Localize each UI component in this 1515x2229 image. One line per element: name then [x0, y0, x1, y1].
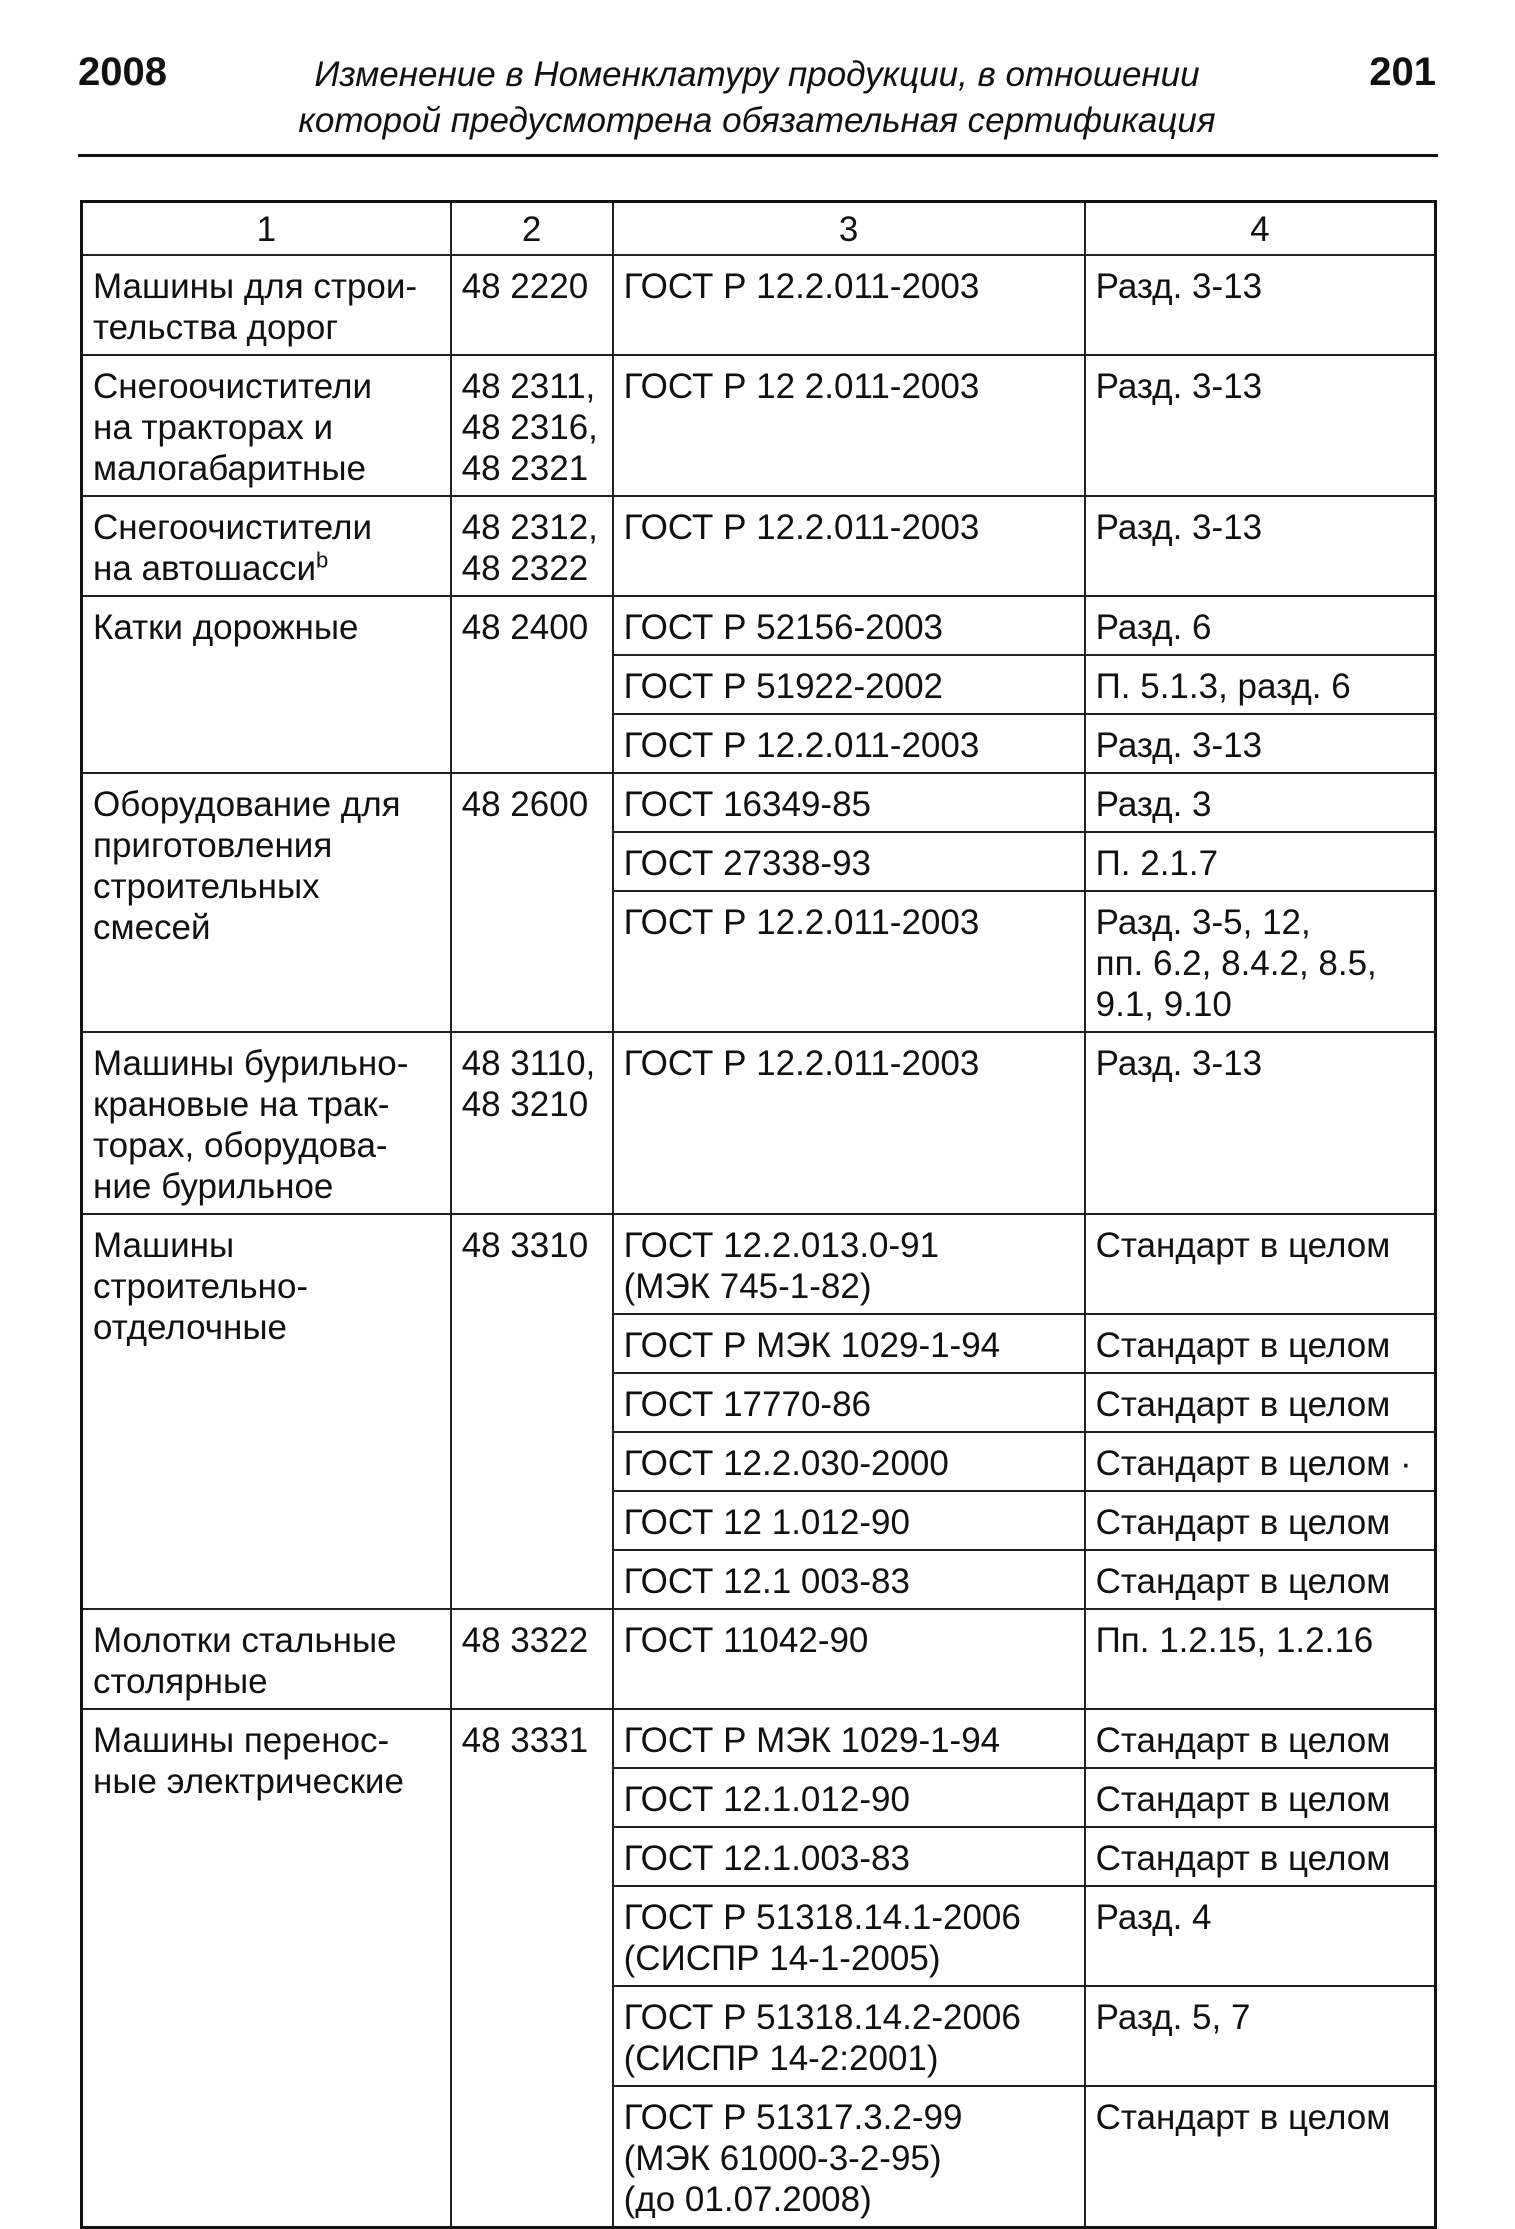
standard-cell-line — [624, 1443, 1076, 1484]
standard-cell — [613, 1827, 1085, 1886]
clause-cell-text: Разд. 3-13 — [1095, 1044, 1263, 1083]
standard-cell — [613, 655, 1085, 714]
product-name-cell-text: Оборудование для — [93, 785, 401, 824]
clause-cell-text: Разд. 3-5, 12, — [1095, 903, 1311, 942]
product-name-cell — [82, 1032, 451, 1214]
standard-cell-line — [624, 784, 1076, 825]
clause-cell-line — [1096, 1838, 1426, 1879]
standard-cell-text: ГОСТ Р 51318.14.2-2006 — [623, 1998, 1021, 2037]
product-name-cell-line — [93, 448, 442, 489]
standard-cell — [613, 1550, 1085, 1609]
standard-cell-text: ГОСТ Р 12.2.011-2003 — [623, 726, 980, 765]
table-row — [82, 1032, 1436, 1214]
clause-cell-line — [1096, 725, 1426, 766]
certification-table — [80, 200, 1437, 2229]
standard-cell-text: ГОСТ 12.2.013.0-91 — [623, 1226, 940, 1265]
product-name-cell-text: Катки дорожные — [93, 608, 359, 647]
product-name-cell-text: смесей — [93, 908, 211, 947]
clause-cell — [1085, 1373, 1436, 1432]
standard-cell-text: (МЭК 745-1-82) — [623, 1267, 872, 1306]
product-name-cell-line — [93, 1084, 442, 1125]
product-code-cell-line — [462, 1043, 604, 1084]
standard-cell-line — [624, 1897, 1076, 1938]
clause-cell-text: Стандарт в целом · — [1095, 1444, 1412, 1483]
clause-cell-text: Стандарт в целом — [1095, 1503, 1391, 1542]
product-code-cell-text: 48 3331 — [461, 1721, 589, 1760]
standard-cell-text: ГОСТ 12.1.003-83 — [623, 1839, 910, 1878]
product-name-cell — [82, 1609, 451, 1709]
page-header — [78, 48, 1436, 158]
standard-cell-line — [624, 1325, 1076, 1366]
standard-cell-text: ГОСТ 27338-93 — [623, 844, 871, 883]
standard-cell-line — [624, 1720, 1076, 1761]
column-header: 4 — [1085, 202, 1436, 256]
product-code-cell-line — [462, 407, 604, 448]
product-name-cell-text: на автошасси — [93, 549, 317, 588]
clause-cell — [1085, 1609, 1436, 1709]
product-name-cell-line — [93, 1225, 442, 1266]
standard-cell-line — [624, 725, 1076, 766]
clause-cell-line — [1096, 266, 1426, 307]
page-title-line: Изменение в Номенклатуру продукции, в отношении — [314, 55, 1200, 94]
product-code-cell — [451, 1609, 613, 1709]
product-name-cell-line — [93, 1266, 442, 1307]
product-name-cell-text: Машины перенос- — [93, 1721, 390, 1760]
table-row — [82, 1214, 1436, 1314]
clause-cell-text: Разд. 6 — [1095, 608, 1212, 647]
page-title — [228, 52, 1286, 144]
product-name-cell-text: строительно- — [93, 1267, 309, 1306]
product-name-cell-line — [93, 1125, 442, 1166]
clause-cell-line — [1096, 2097, 1426, 2138]
product-name-cell — [82, 496, 451, 596]
product-name-cell-text: Машины бурильно- — [93, 1044, 409, 1083]
clause-cell-text: пп. 6.2, 8.4.2, 8.5, — [1095, 944, 1377, 983]
clause-cell-text: Стандарт в целом — [1095, 1721, 1391, 1760]
product-name-cell-line — [93, 1661, 442, 1702]
page-title-line: которой предусмотрена обязательная сертификация — [298, 101, 1216, 140]
product-name-cell — [82, 1709, 451, 2228]
standard-cell-text: (до 01.07.2008) — [623, 2180, 872, 2219]
product-name-cell-line — [93, 607, 442, 648]
standard-cell — [613, 891, 1085, 1032]
clause-cell-text: Разд. 3-13 — [1095, 508, 1263, 547]
product-code-cell-line — [462, 448, 604, 489]
clause-cell — [1085, 255, 1436, 355]
standard-cell — [613, 1609, 1085, 1709]
standard-cell-text: ГОСТ Р 52156-2003 — [623, 608, 943, 647]
standard-cell — [613, 832, 1085, 891]
product-name-cell-text: строительных — [93, 867, 320, 906]
standard-cell — [613, 355, 1085, 496]
clause-cell — [1085, 1214, 1436, 1314]
clause-cell-line — [1096, 666, 1426, 707]
standard-cell — [613, 1314, 1085, 1373]
column-header: 2 — [451, 202, 613, 256]
standard-cell-line — [624, 507, 1076, 548]
standard-cell-text: ГОСТ Р 12.2.011-2003 — [623, 267, 980, 306]
standard-cell-text: ГОСТ 12.1.012-90 — [623, 1780, 910, 1819]
product-name-cell-text: Снегоочистители — [93, 508, 373, 547]
standard-cell-text: ГОСТ Р МЭК 1029-1-94 — [623, 1721, 1001, 1760]
product-name-cell-text: Машины для строи- — [93, 267, 418, 306]
header-row — [82, 202, 1436, 256]
standard-cell-text: ГОСТ Р 12.2.011-2003 — [623, 1044, 980, 1083]
product-name-cell-text: Молотки стальные — [93, 1621, 397, 1660]
product-name-cell-text: Снегоочистители — [93, 367, 373, 406]
table-row — [82, 1709, 1436, 1768]
product-code-cell-line — [462, 548, 604, 589]
clause-cell — [1085, 1491, 1436, 1550]
standard-cell-line — [624, 1043, 1076, 1084]
product-code-cell-text: 48 2312, — [461, 508, 598, 547]
footnote-marker: b — [316, 547, 329, 573]
product-code-cell — [451, 1709, 613, 2228]
clause-cell-text: Стандарт в целом — [1095, 1326, 1391, 1365]
clause-cell-text: Стандарт в целом — [1095, 2098, 1391, 2137]
product-code-cell-line — [462, 366, 604, 407]
page-year: 2008 — [78, 50, 167, 94]
clause-cell — [1085, 496, 1436, 596]
product-code-cell-text: 48 2600 — [461, 785, 589, 824]
product-name-cell-text: на тракторах и — [93, 408, 333, 447]
table-row — [82, 596, 1436, 655]
standard-cell — [613, 596, 1085, 655]
standard-cell-text: ГОСТ Р 51922-2002 — [623, 667, 943, 706]
clause-cell-line — [1096, 1502, 1426, 1543]
standard-cell-line — [624, 1938, 1076, 1979]
clause-cell — [1085, 832, 1436, 891]
product-name-cell-text: Машины — [93, 1226, 235, 1265]
product-name-cell-line — [93, 907, 442, 948]
product-code-cell — [451, 773, 613, 1032]
standard-cell-line — [624, 666, 1076, 707]
product-name-cell-text: торах, оборудова- — [93, 1126, 388, 1165]
product-name-cell-text: ние бурильное — [93, 1167, 334, 1206]
product-name-cell — [82, 596, 451, 773]
product-name-cell-text: ные электрические — [93, 1762, 404, 1801]
product-name-cell-line — [93, 307, 442, 348]
standard-cell-text: ГОСТ 16349-85 — [623, 785, 871, 824]
clause-cell-line — [1096, 1225, 1426, 1266]
standard-cell — [613, 773, 1085, 832]
product-code-cell — [451, 596, 613, 773]
clause-cell — [1085, 1550, 1436, 1609]
standard-cell-line — [624, 2038, 1076, 2079]
standard-cell-line — [624, 1561, 1076, 1602]
standard-cell-line — [624, 1620, 1076, 1661]
clause-cell — [1085, 1709, 1436, 1768]
product-code-cell-line — [462, 507, 604, 548]
standard-cell-line — [624, 1266, 1076, 1307]
product-name-cell-line — [93, 548, 442, 589]
standard-cell-text: ГОСТ Р 12 2.011-2003 — [623, 367, 980, 406]
product-code-cell-line — [462, 1620, 604, 1661]
standard-cell — [613, 1432, 1085, 1491]
clause-cell — [1085, 655, 1436, 714]
standard-cell — [613, 1886, 1085, 1986]
standard-cell-line — [624, 1225, 1076, 1266]
standard-cell-text: ГОСТ 12.2.030-2000 — [623, 1444, 949, 1483]
product-code-cell-line — [462, 1720, 604, 1761]
product-code-cell-line — [462, 1225, 604, 1266]
product-code-cell-line — [462, 266, 604, 307]
clause-cell-line — [1096, 902, 1426, 943]
clause-cell-text: П. 5.1.3, разд. 6 — [1095, 667, 1351, 706]
clause-cell-text: Пп. 1.2.15, 1.2.16 — [1095, 1621, 1374, 1660]
standard-cell-text: ГОСТ 11042-90 — [623, 1621, 869, 1660]
table-row — [82, 255, 1436, 355]
clause-cell-text: Стандарт в целом — [1095, 1385, 1391, 1424]
standard-cell-line — [624, 1997, 1076, 2038]
clause-cell-line — [1096, 1043, 1426, 1084]
standard-cell — [613, 1768, 1085, 1827]
standard-cell — [613, 255, 1085, 355]
clause-cell-line — [1096, 1620, 1426, 1661]
standard-cell-line — [624, 1779, 1076, 1820]
column-header: 3 — [613, 202, 1085, 256]
page-number: 201 — [1369, 50, 1436, 94]
standard-cell-line — [624, 1838, 1076, 1879]
standard-cell-text: ГОСТ Р 12.2.011-2003 — [623, 508, 980, 547]
product-name-cell — [82, 255, 451, 355]
standard-cell — [613, 1709, 1085, 1768]
product-code-cell-text: 48 2220 — [461, 267, 589, 306]
standard-cell-text: (МЭК 61000-3-2-95) — [623, 2139, 942, 2178]
standard-cell-text: ГОСТ Р МЭК 1029-1-94 — [623, 1326, 1001, 1365]
clause-cell-line — [1096, 1325, 1426, 1366]
standard-cell — [613, 714, 1085, 773]
product-code-cell-text: 48 3322 — [461, 1621, 589, 1660]
clause-cell-text: Разд. 3-13 — [1095, 367, 1263, 406]
clause-cell — [1085, 1314, 1436, 1373]
product-code-cell — [451, 1214, 613, 1609]
product-code-cell-text: 48 2322 — [461, 549, 589, 588]
clause-cell — [1085, 1032, 1436, 1214]
standard-cell-line — [624, 1502, 1076, 1543]
clause-cell-text: Разд. 3-13 — [1095, 267, 1263, 306]
standard-cell-line — [624, 902, 1076, 943]
clause-cell-text: 9.1, 9.10 — [1095, 985, 1232, 1024]
product-code-cell-line — [462, 784, 604, 825]
standard-cell-text: ГОСТ 17770-86 — [623, 1385, 871, 1424]
standard-cell-text: ГОСТ Р 12.2.011-2003 — [623, 903, 980, 942]
column-header: 1 — [82, 202, 451, 256]
clause-cell-line — [1096, 1897, 1426, 1938]
clause-cell — [1085, 355, 1436, 496]
product-name-cell-line — [93, 266, 442, 307]
product-name-cell-text: тельства дорог — [93, 308, 339, 347]
standard-cell — [613, 2086, 1085, 2228]
clause-cell-line — [1096, 1443, 1426, 1484]
clause-cell-line — [1096, 1779, 1426, 1820]
clause-cell-text: Разд. 3-13 — [1095, 726, 1263, 765]
standard-cell — [613, 1032, 1085, 1214]
product-code-cell-text: 48 3210 — [461, 1085, 589, 1124]
header-rule — [78, 154, 1438, 157]
clause-cell-line — [1096, 1997, 1426, 2038]
standard-cell-line — [624, 2097, 1076, 2138]
standard-cell — [613, 1491, 1085, 1550]
standard-cell-text: ГОСТ 12.1 003-83 — [623, 1562, 910, 1601]
clause-cell — [1085, 773, 1436, 832]
product-name-cell-text: столярные — [93, 1662, 268, 1701]
standard-cell — [613, 1373, 1085, 1432]
product-name-cell-line — [93, 407, 442, 448]
clause-cell — [1085, 1986, 1436, 2086]
standard-cell-text: ГОСТ Р 51317.3.2-99 — [623, 2098, 963, 2137]
standard-cell — [613, 496, 1085, 596]
product-name-cell-text: отделочные — [93, 1308, 287, 1347]
product-name-cell-line — [93, 366, 442, 407]
standard-cell-text: ГОСТ 12 1.012-90 — [623, 1503, 910, 1542]
product-code-cell — [451, 496, 613, 596]
clause-cell-line — [1096, 1384, 1426, 1425]
standard-cell-line — [624, 1384, 1076, 1425]
table-row — [82, 355, 1436, 496]
standard-cell-text: (СИСПР 14-1-2005) — [623, 1939, 941, 1978]
standard-cell-text: (СИСПР 14-2:2001) — [623, 2039, 939, 2078]
clause-cell-line — [1096, 1720, 1426, 1761]
product-code-cell-line — [462, 607, 604, 648]
clause-cell — [1085, 1827, 1436, 1886]
standard-cell-line — [624, 843, 1076, 884]
product-code-cell-text: 48 2311, — [461, 367, 596, 406]
product-name-cell-line — [93, 1620, 442, 1661]
clause-cell-text: Стандарт в целом — [1095, 1562, 1391, 1601]
clause-cell — [1085, 2086, 1436, 2228]
clause-cell-line — [1096, 507, 1426, 548]
standard-cell-line — [624, 2138, 1076, 2179]
product-name-cell-line — [93, 507, 442, 548]
clause-cell-text: Стандарт в целом — [1095, 1780, 1391, 1819]
product-name-cell — [82, 1214, 451, 1609]
standard-cell-line — [624, 366, 1076, 407]
product-name-cell-line — [93, 1307, 442, 1348]
table-body — [82, 202, 1436, 2228]
product-code-cell-text: 48 2321 — [461, 449, 589, 488]
clause-cell-line — [1096, 366, 1426, 407]
clause-cell — [1085, 891, 1436, 1032]
product-name-cell-text: крановые на трак- — [93, 1085, 390, 1124]
product-name-cell-line — [93, 784, 442, 825]
product-name-cell-line — [93, 1166, 442, 1207]
clause-cell — [1085, 596, 1436, 655]
product-name-cell-line — [93, 825, 442, 866]
product-code-cell — [451, 1032, 613, 1214]
product-code-cell-text: 48 3110, — [461, 1044, 596, 1083]
clause-cell-text: Разд. 5, 7 — [1095, 1998, 1251, 2037]
clause-cell — [1085, 714, 1436, 773]
product-name-cell-line — [93, 1043, 442, 1084]
clause-cell-text: Разд. 3 — [1095, 785, 1212, 824]
clause-cell-line — [1096, 1561, 1426, 1602]
clause-cell — [1085, 1886, 1436, 1986]
product-name-cell-line — [93, 866, 442, 907]
standard-cell — [613, 1986, 1085, 2086]
product-name-cell-text: приготовления — [93, 826, 333, 865]
clause-cell-line — [1096, 984, 1426, 1025]
clause-cell-line — [1096, 784, 1426, 825]
clause-cell-line — [1096, 943, 1426, 984]
product-name-cell — [82, 773, 451, 1032]
product-name-cell-line — [93, 1720, 442, 1761]
product-name-cell-text: малогабаритные — [93, 449, 366, 488]
clause-cell-text: П. 2.1.7 — [1095, 844, 1219, 883]
clause-cell-line — [1096, 607, 1426, 648]
product-code-cell — [451, 355, 613, 496]
clause-cell — [1085, 1432, 1436, 1491]
clause-cell — [1085, 1768, 1436, 1827]
standard-cell — [613, 1214, 1085, 1314]
product-code-cell-text: 48 3310 — [461, 1226, 589, 1265]
product-name-cell-line — [93, 1761, 442, 1802]
standard-cell-line — [624, 607, 1076, 648]
table-row — [82, 773, 1436, 832]
clause-cell-text: Стандарт в целом — [1095, 1226, 1391, 1265]
product-name-cell — [82, 355, 451, 496]
clause-cell-text: Разд. 4 — [1095, 1898, 1212, 1937]
product-code-cell-text: 48 2400 — [461, 608, 589, 647]
table-row — [82, 496, 1436, 596]
standard-cell-text: ГОСТ Р 51318.14.1-2006 — [623, 1898, 1021, 1937]
product-code-cell-line — [462, 1084, 604, 1125]
product-code-cell — [451, 255, 613, 355]
product-code-cell-text: 48 2316, — [461, 408, 598, 447]
standard-cell-line — [624, 266, 1076, 307]
clause-cell-line — [1096, 843, 1426, 884]
table-row — [82, 1609, 1436, 1709]
clause-cell-text: Стандарт в целом — [1095, 1839, 1391, 1878]
